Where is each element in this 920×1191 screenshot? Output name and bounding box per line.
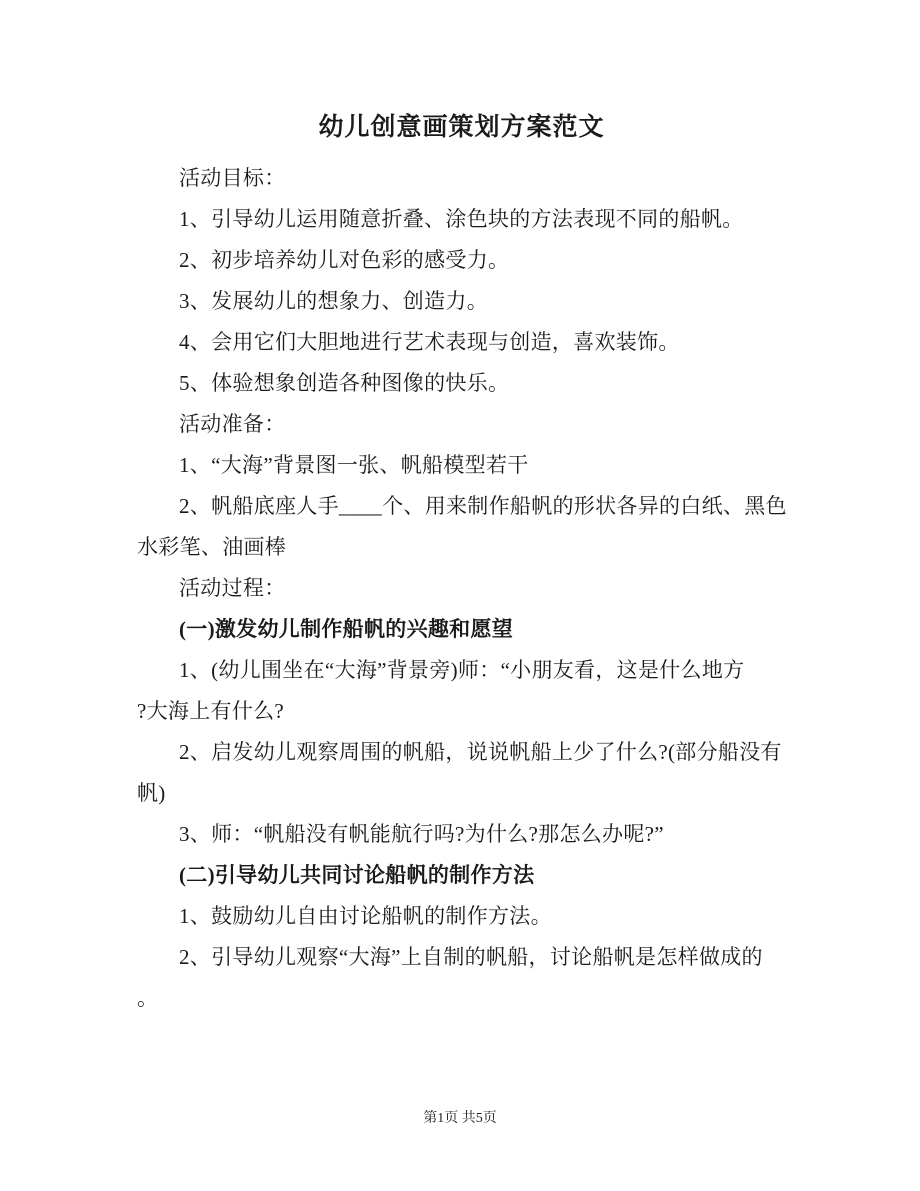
document-body bbox=[137, 158, 786, 1019]
page-number-label: 第1页 共5页 bbox=[423, 1111, 497, 1126]
paragraph bbox=[137, 363, 786, 404]
paragraph bbox=[137, 896, 786, 937]
text-line: 活动准备： bbox=[179, 412, 286, 436]
paragraph bbox=[137, 158, 786, 199]
text-line: 1、(幼儿围坐在“大海”背景旁)师：“小朋友看，这是什么地方 bbox=[179, 658, 745, 682]
text-line: 活动目标： bbox=[179, 166, 286, 190]
page-footer bbox=[0, 1109, 920, 1129]
paragraph bbox=[137, 281, 786, 322]
text-line: 4、会用它们大胆地进行艺术表现与创造，喜欢装饰。 bbox=[179, 330, 680, 354]
paragraph bbox=[137, 568, 786, 609]
paragraph bbox=[137, 404, 786, 445]
paragraph bbox=[137, 199, 786, 240]
document-content bbox=[137, 106, 786, 1019]
section-heading bbox=[137, 855, 786, 896]
paragraph bbox=[137, 322, 786, 363]
paragraph bbox=[137, 650, 786, 732]
text-line: (二)引导幼儿共同讨论船帆的制作方法 bbox=[179, 863, 535, 887]
text-line: 1、“大海”背景图一张、帆船模型若干 bbox=[179, 453, 529, 477]
paragraph bbox=[137, 240, 786, 281]
document-title: 幼儿创意画策划方案范文 bbox=[318, 114, 605, 141]
paragraph bbox=[137, 814, 786, 855]
text-line: 3、师：“帆船没有帆能航行吗?为什么?那怎么办呢?” bbox=[179, 822, 664, 846]
text-line: 5、体验想象创造各种图像的快乐。 bbox=[179, 371, 510, 395]
text-line: 活动过程： bbox=[179, 576, 286, 600]
text-line: 2、帆船底座人手____个、用来制作船帆的形状各异的白纸、黑色 bbox=[179, 494, 787, 518]
paragraph bbox=[137, 445, 786, 486]
section-heading bbox=[137, 609, 786, 650]
text-line: 。 bbox=[137, 986, 159, 1010]
text-line: 帆) bbox=[137, 781, 166, 805]
text-line: 2、引导幼儿观察“大海”上自制的帆船，讨论船帆是怎样做成的 bbox=[179, 945, 763, 969]
text-line: 水彩笔、油画棒 bbox=[137, 535, 287, 559]
text-line: 1、引导幼儿运用随意折叠、涂色块的方法表现不同的船帆。 bbox=[179, 207, 744, 231]
text-line: (一)激发幼儿制作船帆的兴趣和愿望 bbox=[179, 617, 514, 641]
text-line: 2、初步培养幼儿对色彩的感受力。 bbox=[179, 248, 510, 272]
text-line: ?大海上有什么? bbox=[137, 699, 285, 723]
paragraph bbox=[137, 937, 786, 1019]
text-line: 2、启发幼儿观察周围的帆船，说说帆船上少了什么?(部分船没有 bbox=[179, 740, 782, 764]
text-line: 1、鼓励幼儿自由讨论船帆的制作方法。 bbox=[179, 904, 552, 928]
text-line: 3、发展幼儿的想象力、创造力。 bbox=[179, 289, 488, 313]
paragraph bbox=[137, 486, 786, 568]
paragraph bbox=[137, 732, 786, 814]
